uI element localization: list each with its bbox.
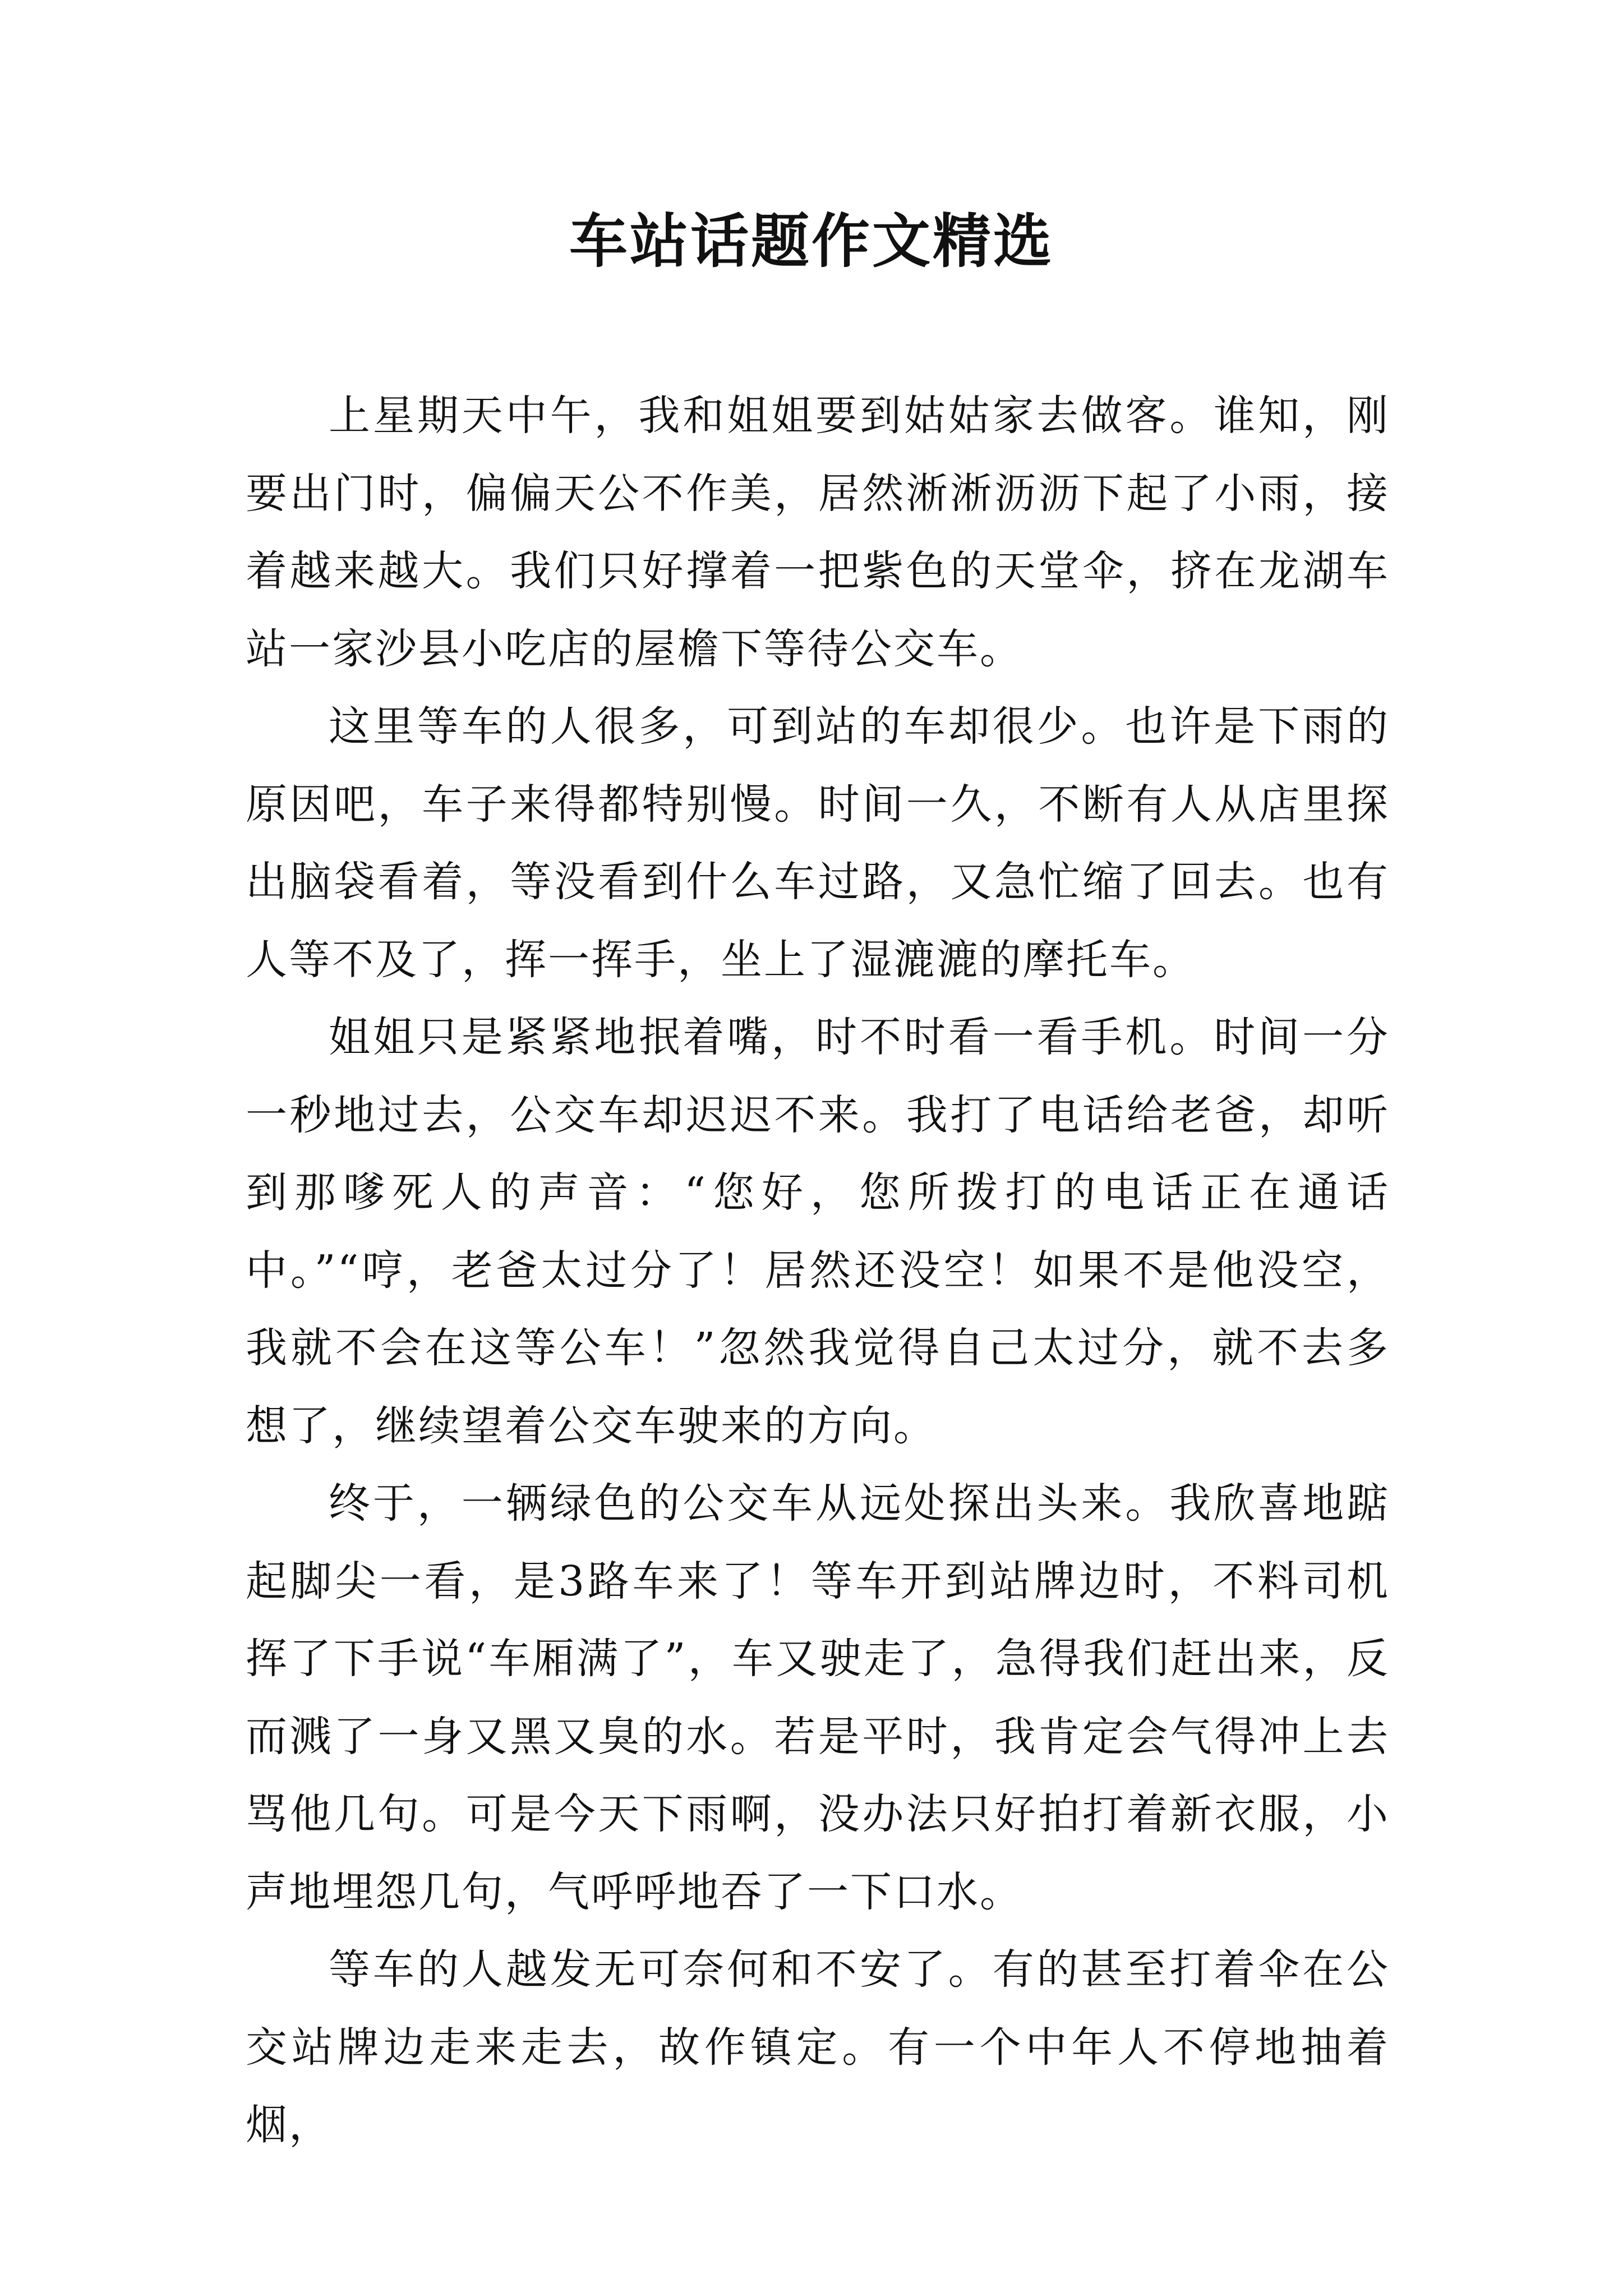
paragraph-2: 这里等车的人很多，可到站的车却很少。也许是下雨的原因吧，车子来得都特别慢。时间一久，不断有人从店里探出脑袋看着，等没看到什么车过路，又急忙缩了回去。也有人等不及了，挥一挥手，坐上了湿漉漉的摩托车。 [246,702,1390,984]
document-body [246,377,1390,2164]
paragraph-5: 等车的人越发无可奈何和不安了。有的甚至打着伞在公交站牌边走来走去，故作镇定。有一个中年人不停地抽着烟， [246,1945,1390,2149]
paragraph-4: 终于，一辆绿色的公交车从远处探出头来。我欣喜地踮起脚尖一看，是3路车来了！等车开到站牌边时，不料司机挥了下手说“车厢满了”，车又驶走了，急得我们赶出来，反而溅了一身又黑又臭的水。若是平时，我肯定会气得冲上去骂他几句。可是今天下雨啊，没办法只好拍打着新衣服，小声地埋怨几句，气呼呼地吞了一下口水。 [246,1479,1390,1916]
document-title: 车站话题作文精选 [569,206,1054,275]
paragraph-1: 上星期天中午，我和姐姐要到姑姑家去做客。谁知，刚要出门时，偏偏天公不作美，居然淅淅沥沥下起了小雨，接着越来越大。我们只好撑着一把紫色的天堂伞，挤在龙湖车站一家沙县小吃店的屋檐下等待公交车。 [246,392,1390,673]
paragraph-3: 姐姐只是紧紧地抿着嘴，时不时看一看手机。时间一分一秒地过去，公交车却迟迟不来。我打了电话给老爸，却听到那嗲死人的声音：“您好，您所拨打的电话正在通话中。”“哼，老爸太过分了！居然还没空！如果不是他没空，我就不会在这等公车！”忽然我觉得自己太过分，就不去多想了，继续望着公交车驶来的方向。 [246,1013,1390,1450]
